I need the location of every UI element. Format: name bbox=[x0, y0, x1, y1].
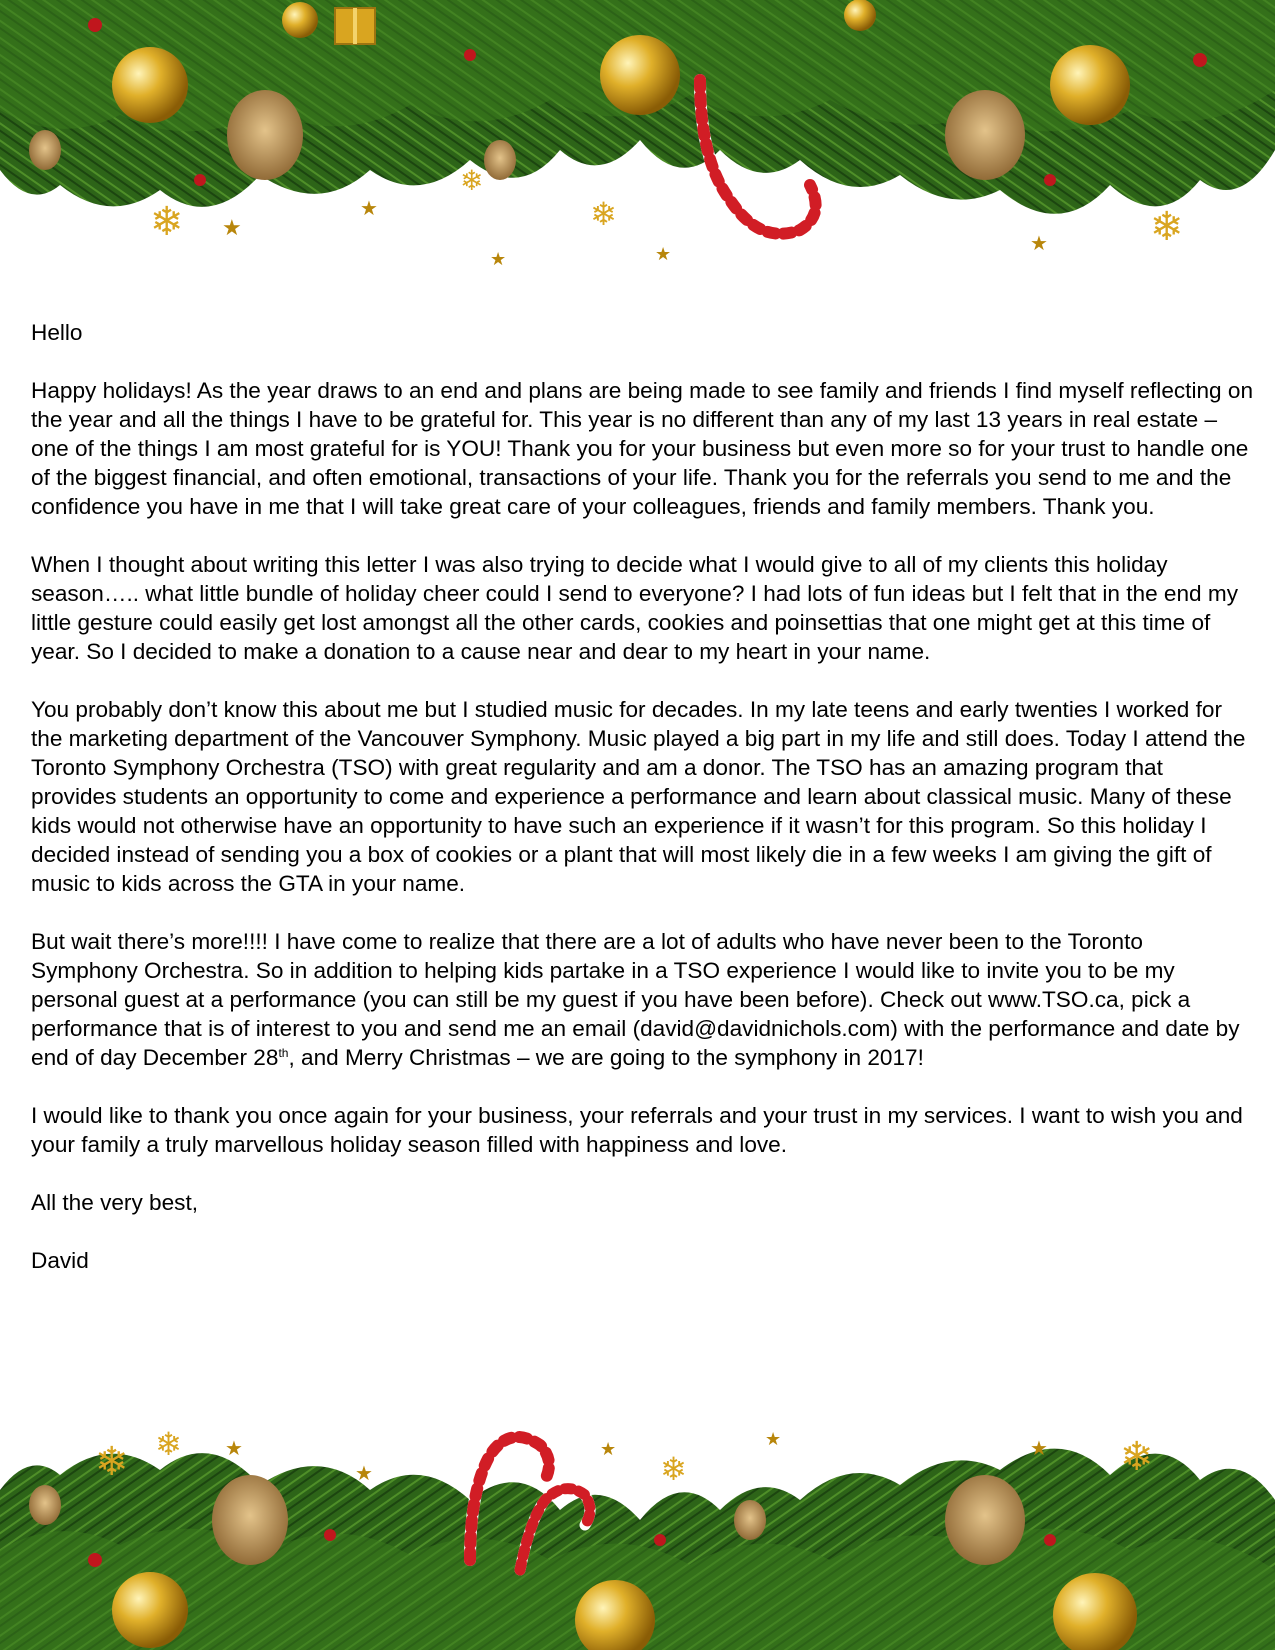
letter-closing: All the very best, bbox=[31, 1190, 199, 1215]
p4-end-text: , and Merry Christmas – we are going to the symphony in 2017! bbox=[288, 1045, 924, 1070]
svg-text:❄: ❄ bbox=[660, 1450, 687, 1488]
letter-signature: David bbox=[31, 1248, 89, 1273]
svg-text:★: ★ bbox=[222, 216, 242, 241]
letter-paragraph-4 bbox=[31, 927, 1253, 1072]
svg-text:★: ★ bbox=[655, 244, 672, 265]
p4-mid-text: , pick a performance that is of interest to you and send me an email ( bbox=[31, 987, 1191, 1041]
letter-paragraph-1: Happy holidays! As the year draws to an end and plans are being made to see family and friends I find myself reflecting on the year and all the things I have to be grateful for. This year is no different than any of my last 13 years in real estate – one of the things I am most grateful for is YOU! Thank you for your business but even more so for your trust to handle one of the biggest financial, and often emotional, transactions of your life. Thank you for the referrals you send to me and the confidence you have in me that I will take great care of your colleagues, friends and family members. Thank you. bbox=[31, 378, 1254, 519]
p4-start-text: But wait there’s more!!!! I have come to realize that there are a lot of adults who have never been to the Toronto Symphony Orchestra. So in addition to helping kids partake in a TSO experience I would like to invite you to be my personal guest at a performance (you can still be my guest if you have been before). Check out bbox=[31, 929, 1175, 1012]
letter-paragraph-2: When I thought about writing this letter I was also trying to decide what I would give to all of my clients this holiday season….. what little bundle of holiday cheer could I send to everyone? I had lots of fun ideas but I felt that in the end my little gesture could easily get lost amongst all the other cards, cookies and poinsettias that one might get at this time of year. So I decided to make a donation to a cause near and dear to my heart in your name. bbox=[31, 552, 1239, 664]
top-christmas-garland bbox=[0, 0, 1275, 290]
svg-text:★: ★ bbox=[490, 249, 507, 270]
bottom-christmas-garland bbox=[0, 1410, 1275, 1650]
svg-text:❄: ❄ bbox=[460, 164, 484, 197]
svg-text:❄: ❄ bbox=[1150, 204, 1184, 250]
svg-text:★: ★ bbox=[355, 1461, 373, 1485]
svg-text:★: ★ bbox=[600, 1439, 617, 1460]
email-link[interactable]: david@davidnichols.com bbox=[640, 1016, 891, 1041]
holiday-letter bbox=[31, 318, 1253, 1304]
svg-text:★: ★ bbox=[1030, 231, 1048, 255]
letter-paragraph-5: I would like to thank you once again for your business, your referrals and your trust in my services. I want to wish you and your family a truly marvellous holiday season filled with happiness and love. bbox=[31, 1103, 1243, 1157]
svg-text:❄: ❄ bbox=[590, 195, 617, 233]
p4-mid2-text: ) with the performance and date by end of day December 28 bbox=[31, 1016, 1240, 1070]
svg-text:❄: ❄ bbox=[95, 1439, 129, 1485]
letter-greeting: Hello bbox=[31, 320, 83, 345]
svg-text:★: ★ bbox=[360, 196, 378, 220]
svg-text:★: ★ bbox=[225, 1436, 243, 1460]
svg-text:❄: ❄ bbox=[1120, 1434, 1154, 1480]
svg-text:★: ★ bbox=[1030, 1436, 1048, 1460]
tso-website-link[interactable]: www.TSO.ca bbox=[988, 987, 1119, 1012]
garland-top-art bbox=[0, 0, 1275, 290]
date-ordinal-suffix: th bbox=[278, 1046, 289, 1060]
svg-text:❄: ❄ bbox=[155, 1425, 182, 1463]
letter-paragraph-3: You probably don’t know this about me but I studied music for decades. In my late teens and early twenties I worked for the marketing department of the Vancouver Symphony. Music played a big part in my life and still does. Today I attend the Toronto Symphony Orchestra (TSO) with great regularity and am a donor. The TSO has an amazing program that provides students an opportunity to come and experience a performance and learn about classical music. Many of these kids would not otherwise have an opportunity to have such an experience if it wasn’t for this program. So this holiday I decided instead of sending you a box of cookies or a plant that will most likely die in a few weeks I am giving the gift of music to kids across the GTA in your name. bbox=[31, 697, 1246, 896]
svg-text:❄: ❄ bbox=[150, 199, 184, 245]
garland-bottom-art bbox=[0, 1410, 1275, 1650]
svg-text:★: ★ bbox=[765, 1429, 782, 1450]
